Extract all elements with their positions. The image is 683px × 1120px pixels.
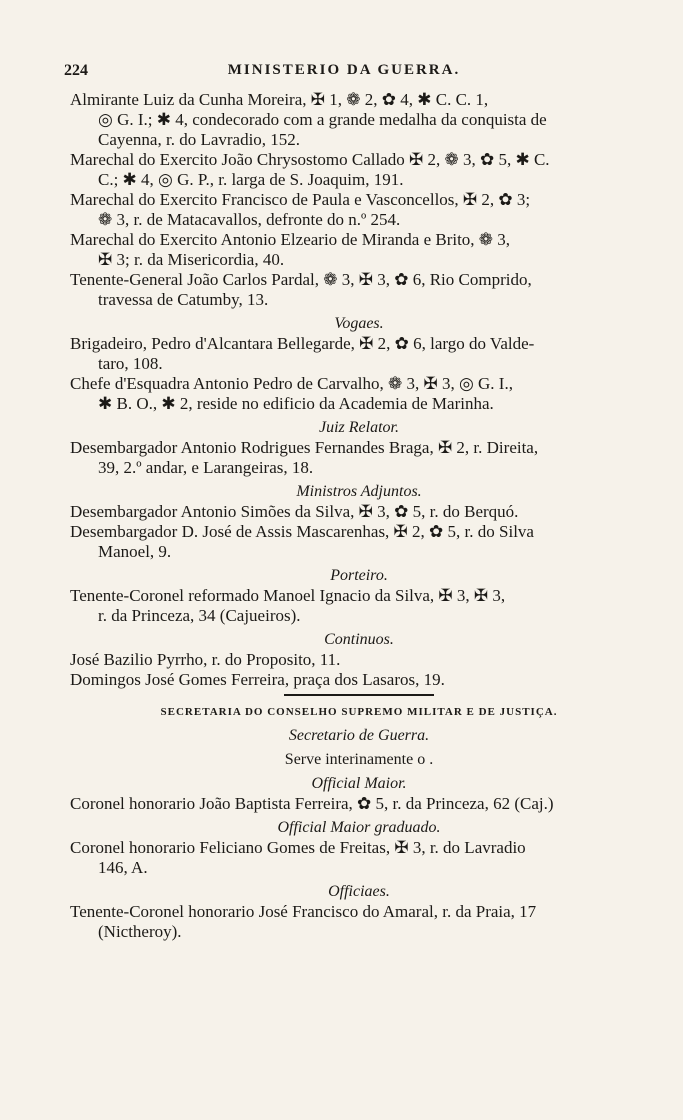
section-heading-ministros: Ministros Adjuntos. xyxy=(296,483,422,500)
entry xyxy=(70,334,648,374)
entry-line: Domingos José Gomes Ferreira, praça dos Lasaros, 19. xyxy=(70,670,445,689)
entry-line: Coronel honorario Feliciano Gomes de Freitas, ✠ 3, r. do Lavradio xyxy=(70,838,526,857)
entry xyxy=(70,190,648,230)
section-heading-official-maior-graduado: Official Maior graduado. xyxy=(277,819,441,836)
entry-continuation-line: ✱ B. O., ✱ 2, reside no edificio da Academia de Marinha. xyxy=(98,394,494,413)
section-heading-official-maior: Official Maior. xyxy=(311,775,407,792)
entry xyxy=(70,270,648,310)
entry-continuation-line: Cayenna, r. do Lavradio, 152. xyxy=(98,130,301,149)
entries-group-continuos xyxy=(70,650,648,690)
entry-line: Desembargador Antonio Simões da Silva, ✠ 3, ✿ 5, r. do Berquó. xyxy=(70,502,519,521)
entry xyxy=(70,150,648,190)
entry xyxy=(70,522,648,562)
entry-line: Marechal do Exercito Francisco de Paula e Vasconcellos, ✠ 2, ✿ 3; xyxy=(70,190,531,209)
section-heading-vogaes: Vogaes. xyxy=(334,315,384,332)
entry xyxy=(70,670,648,690)
entry-line: Desembargador D. José de Assis Mascarenhas, ✠ 2, ✿ 5, r. do Silva xyxy=(70,522,534,541)
entry-continuation-line: ✠ 3; r. da Misericordia, 40. xyxy=(98,250,285,269)
entry xyxy=(70,838,648,878)
entry-continuation-line: r. da Princeza, 34 (Cajueiros). xyxy=(98,606,301,625)
entry xyxy=(70,650,648,670)
page-header xyxy=(64,62,624,86)
entry-line: Tenente-Coronel honorario José Francisco do Amaral, r. da Praia, 17 xyxy=(70,902,537,921)
document-body xyxy=(70,90,648,942)
section-heading-continuos: Continuos. xyxy=(324,631,394,648)
entries-group-main xyxy=(70,90,648,310)
entry-continuation-line: C.; ✱ 4, ◎ G. P., r. larga de S. Joaquim, 191. xyxy=(98,170,404,189)
section-heading-officiaes: Officiaes. xyxy=(328,883,390,900)
secretaria-heading: SECRETARIA DO CONSELHO SUPREMO MILITAR E DE JUSTIÇA. xyxy=(160,706,558,718)
entry-continuation-line: 146, A. xyxy=(98,858,148,877)
entry xyxy=(70,438,648,478)
entry-continuation-line: (Nictheroy). xyxy=(98,922,182,941)
entry-line: Desembargador Antonio Rodrigues Fernandes Braga, ✠ 2, r. Direita, xyxy=(70,438,539,457)
entries-group-ministros xyxy=(70,502,648,562)
entry-continuation-line: Manoel, 9. xyxy=(98,542,172,561)
entry xyxy=(70,902,648,942)
entries-group-porteiro xyxy=(70,586,648,626)
entry xyxy=(70,90,648,150)
secretario-text: Serve interinamente o . xyxy=(284,751,434,768)
entries-group-juiz xyxy=(70,438,648,478)
entry-continuation-line: ◎ G. I.; ✱ 4, condecorado com a grande medalha da conquista de xyxy=(98,110,547,129)
entry xyxy=(70,586,648,626)
entries-group-officiaes xyxy=(70,902,648,942)
entry-line: Chefe d'Esquadra Antonio Pedro de Carvalho, ❁ 3, ✠ 3, ◎ G. I., xyxy=(70,374,513,393)
entry-continuation-line: taro, 108. xyxy=(98,354,163,373)
official-maior-text: Coronel honorario João Baptista Ferreira, ✿ 5, r. da Princeza, 62 (Caj.) xyxy=(70,794,554,813)
entry-line: Marechal do Exercito Antonio Elzeario de Miranda e Brito, ❁ 3, xyxy=(70,230,511,249)
section-divider xyxy=(284,694,434,696)
entry xyxy=(70,374,648,414)
entry-continuation-line: ❁ 3, r. de Matacavallos, defronte do n.º 254. xyxy=(98,210,401,229)
entry-continuation-line: travessa de Catumby, 13. xyxy=(98,290,269,309)
entry-line: Tenente-General João Carlos Pardal, ❁ 3, ✠ 3, ✿ 6, Rio Comprido, xyxy=(70,270,532,289)
entry-line: Brigadeiro, Pedro d'Alcantara Bellegarde, ✠ 2, ✿ 6, largo do Valde- xyxy=(70,334,535,353)
entry-line: Tenente-Coronel reformado Manoel Ignacio da Silva, ✠ 3, ✠ 3, xyxy=(70,586,506,605)
section-heading-secretario: Secretario de Guerra. xyxy=(288,727,430,744)
section-heading-juiz: Juiz Relator. xyxy=(319,419,399,436)
entry-line: Almirante Luiz da Cunha Moreira, ✠ 1, ❁ 2, ✿ 4, ✱ C. C. 1, xyxy=(70,90,489,109)
page-number: 224 xyxy=(64,62,88,79)
entries-group-official-maior-graduado xyxy=(70,838,648,878)
entry-continuation-line: 39, 2.º andar, e Larangeiras, 18. xyxy=(98,458,314,477)
page-title: MINISTERIO DA GUERRA. xyxy=(227,62,461,78)
entry xyxy=(70,230,648,270)
entries-group-vogaes xyxy=(70,334,648,414)
entry-line: Marechal do Exercito João Chrysostomo Callado ✠ 2, ❁ 3, ✿ 5, ✱ C. xyxy=(70,150,550,169)
entry xyxy=(70,502,648,522)
entry-line: José Bazilio Pyrrho, r. do Proposito, 11. xyxy=(70,650,341,669)
section-heading-porteiro: Porteiro. xyxy=(330,567,388,584)
